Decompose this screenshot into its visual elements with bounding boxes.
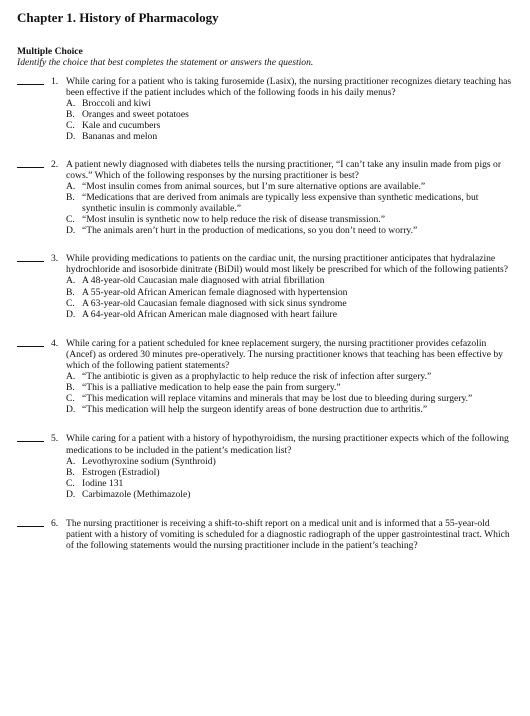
answer-blank[interactable]: [17, 346, 44, 347]
option-c: [66, 214, 514, 225]
option-list: [66, 181, 514, 236]
option-text: Estrogen (Estradiol): [82, 466, 160, 478]
question-number: 6.: [51, 518, 59, 529]
option-text: “This medication will help the surgeon identify areas of bone destruction due to arthritis.”: [82, 404, 428, 416]
option-a: [66, 181, 514, 192]
option-letter: B.: [66, 382, 75, 394]
option-text: A 64-year-old African American male diagnosed with heart failure: [82, 308, 338, 320]
option-letter: C.: [66, 477, 75, 489]
question-5: [17, 433, 514, 500]
option-d: [66, 404, 514, 415]
question-number: 3.: [51, 253, 59, 265]
option-letter: B.: [66, 109, 75, 121]
question-stem: While caring for a patient with a history of hypothyroidism, the nursing practitioner expects which of the following medications to be included in the patient’s medication list?: [66, 433, 509, 456]
option-b: [66, 192, 514, 214]
option-letter: B.: [66, 466, 75, 478]
option-list: [66, 371, 514, 415]
answer-blank[interactable]: [17, 526, 44, 527]
option-text: Levothyroxine sodium (Synthroid): [82, 455, 216, 467]
option-letter: B.: [66, 191, 75, 203]
option-text: “The antibiotic is given as a prophylactic to help reduce the risk of infection after surgery.”: [82, 371, 432, 383]
question-stem: A patient newly diagnosed with diabetes tells the nursing practitioner, “I can’t take any insulin made from pigs or cows.” Which of the following responses by the nursing practitioner is best?: [66, 158, 502, 181]
option-c: [66, 478, 514, 489]
option-list: [66, 275, 514, 319]
question-number: 5.: [51, 433, 59, 445]
option-c: [66, 120, 514, 131]
option-letter: D.: [66, 131, 76, 143]
question-6: [17, 518, 514, 551]
option-text: Broccoli and kiwi: [82, 98, 151, 110]
option-d: [66, 225, 514, 236]
option-text: “Most insulin is synthetic now to help reduce the risk of disease transmission.”: [82, 214, 385, 226]
option-a: [66, 456, 514, 467]
option-letter: C.: [66, 120, 75, 132]
option-letter: D.: [66, 308, 76, 320]
option-text: Oranges and sweet potatoes: [82, 109, 189, 121]
option-text: Iodine 131: [82, 477, 124, 489]
option-letter: A.: [66, 371, 76, 383]
answer-blank[interactable]: [17, 84, 44, 85]
option-text: “The animals aren’t hurt in the production of medications, so you don’t need to worry.”: [82, 225, 418, 237]
option-b: [66, 467, 514, 478]
option-text: A 63-year-old Caucasian female diagnosed with sick sinus syndrome: [82, 297, 347, 309]
option-a: [66, 371, 514, 382]
option-list: [66, 98, 514, 142]
answer-blank[interactable]: [17, 441, 44, 442]
option-text: Bananas and melon: [82, 131, 158, 143]
option-letter: D.: [66, 404, 76, 416]
question-1: [17, 76, 514, 143]
question-stem: The nursing practitioner is receiving a shift-to-shift report on a medical unit and is informed that a 55-year-old patient with a history of vomiting is scheduled for a diagnostic radiograph of the upper gastrointestinal tract. Which of the following statements would the nursing practitioner include in the patient’s teaching?: [66, 518, 510, 552]
option-text: Carbimazole (Methimazole): [82, 488, 191, 500]
option-text: “Medications that are derived from animals are typically less expensive than synthetic medications, but synthetic insulin is commonly available.”: [82, 191, 479, 214]
option-c: [66, 298, 514, 309]
option-d: [66, 489, 514, 500]
question-stem: While caring for a patient who is taking furosemide (Lasix), the nursing practitioner recognizes dietary teaching has been effective if the patient includes which of the following foods in his daily menus?: [66, 76, 512, 99]
option-text: Kale and cucumbers: [82, 120, 161, 132]
option-letter: C.: [66, 393, 75, 405]
chapter-title: Chapter 1. History of Pharmacology: [17, 10, 219, 25]
question-2: [17, 159, 514, 237]
question-4: [17, 338, 514, 416]
question-number: 1.: [51, 76, 59, 87]
option-letter: A.: [66, 275, 76, 287]
question-3: [17, 253, 514, 320]
option-d: [66, 131, 514, 142]
option-letter: D.: [66, 225, 76, 237]
option-d: [66, 309, 514, 320]
option-b: [66, 287, 514, 298]
option-text: “Most insulin comes from animal sources, but I’m sure alternative options are available.”: [82, 180, 426, 192]
question-stem: While caring for a patient scheduled for knee replacement surgery, the nursing practitioner provides cefazolin (Ancef) as ordered 30 minutes pre-operatively. The nursing practitioner knows that teaching has been effective by which of the following patient statements?: [66, 337, 503, 371]
option-text: “This medication will replace vitamins and minerals that may be lost due to bleeding during surgery.”: [82, 393, 473, 405]
question-number: 4.: [51, 337, 59, 349]
option-letter: D.: [66, 488, 76, 500]
option-a: [66, 98, 514, 109]
question-number: 2.: [51, 158, 59, 170]
option-b: [66, 382, 514, 393]
option-c: [66, 393, 514, 404]
option-letter: B.: [66, 286, 75, 298]
section-heading: Multiple Choice: [17, 46, 83, 57]
option-letter: A.: [66, 180, 76, 192]
option-letter: C.: [66, 214, 75, 226]
answer-blank[interactable]: [17, 167, 44, 168]
option-text: A 48-year-old Caucasian male diagnosed with atrial fibrillation: [82, 275, 325, 287]
option-list: [66, 456, 514, 500]
option-a: [66, 275, 514, 286]
answer-blank[interactable]: [17, 261, 44, 262]
option-letter: A.: [66, 455, 76, 467]
question-stem: While providing medications to patients on the cardiac unit, the nursing practitioner anticipates that hydralazine hydrochloride and isosorbide dinitrate (BiDil) would most likely be prescribed for which of the following patients?: [66, 253, 509, 276]
question-list: [17, 76, 514, 551]
option-text: “This is a palliative medication to help ease the pain from surgery.”: [82, 382, 341, 394]
instructions: Identify the choice that best completes the statement or answers the question.: [17, 57, 314, 68]
option-text: A 55-year-old African American female diagnosed with hypertension: [82, 286, 348, 298]
option-letter: A.: [66, 98, 76, 110]
option-b: [66, 109, 514, 120]
option-letter: C.: [66, 297, 75, 309]
